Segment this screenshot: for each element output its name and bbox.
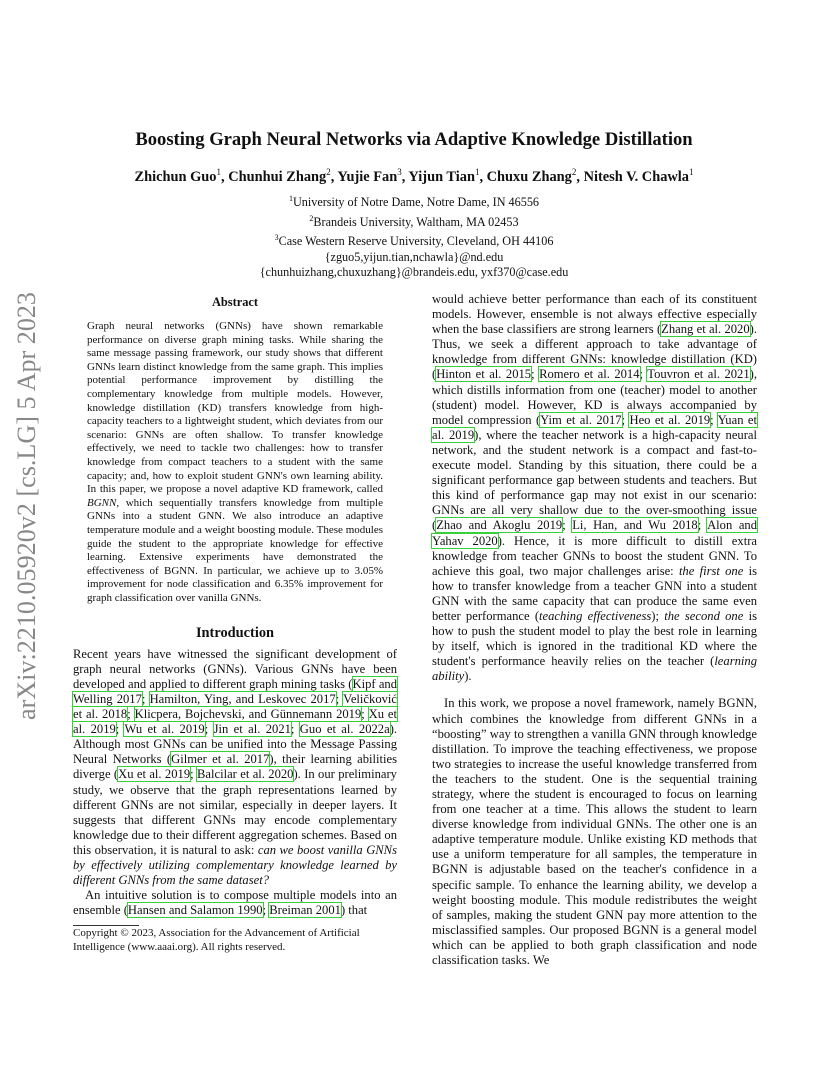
affiliation-text: Case Western Reserve University, Cleveland, OH 44106 [278, 234, 554, 249]
author-separator: , [479, 169, 487, 185]
citation-link[interactable]: Balcilar et al. 2020 [197, 767, 294, 782]
text-run: ; [361, 707, 369, 722]
text-run: ). [464, 669, 472, 684]
text-run: ; [621, 412, 630, 427]
author-separator: , [401, 169, 409, 185]
citation-link[interactable]: Zhang et al. 2020 [661, 322, 750, 337]
text-run: ; [531, 367, 540, 382]
citation-link[interactable]: Guo et al. 2022a [299, 722, 390, 737]
text-run: ). Although most GNNs can be unified into the Message Passing Neural Networks ( [73, 722, 398, 767]
footnote-rule [73, 925, 139, 926]
intro-paragraph-2 [73, 888, 397, 918]
text-run: , which sequentially transfers knowledge from multiple GNNs into a student GNN. We also introduce an adaptive temperature module and a weight boosting module. These modules guide the student to the appropriate knowledge for effective learning. Extensive experiments have demonstrated the effectiveness of BGNN. In particular, we achieve up to 3.05% improvement for node classification and 6.35% improvement for graph classification over vanilla GNNs. [87, 496, 383, 604]
author-name: Zhichun Guo [134, 169, 217, 185]
citation-link[interactable]: Hinton et al. 2015 [436, 367, 532, 382]
paper-title: Boosting Graph Neural Networks via Adaptive Knowledge Distillation [135, 129, 693, 150]
text-run: ). Hence, it is more difficult to distill extra knowledge from teacher GNNs to boost the student GNN. To achieve this goal, two major challenges arise: [432, 533, 757, 578]
text-run: ; [262, 903, 270, 918]
affiliation-line [60, 230, 768, 250]
emphasis-text: teaching effectiveness [539, 608, 652, 623]
text-run: ; [562, 518, 573, 533]
text-run: ; [127, 707, 135, 722]
text-run: ; [115, 722, 125, 737]
arxiv-id-text: arXiv:2210.05920v2 [cs.LG] 5 Apr 2023 [12, 293, 41, 720]
citation-link[interactable]: Hansen and Salamon 1990 [127, 903, 263, 918]
text-run: ; [204, 722, 214, 737]
text-run: In this work, we propose a novel framework, namely BGNN, which combines the knowledge from different GNNs in a “boosting” way to strengthen a vanilla GNN through knowledge distillation. To improve the teaching effectiveness, we propose two strategies to increase the useful knowledge transferred from the teachers to the student. One is the sequential training strategy, where the student is encouraged to focus on learning from one teacher at a time. This allows the student to learn diverse knowledge from individual GNNs. The other one is an adaptive temperature module. Unlike existing KD methods that use a uniform temperature for all samples, the temperature in BGNN is adjustable based on the teacher's confidence in a specific sample. To enhance the learning ability, we develop a weight boosting module. This module redistributes the weight of samples, making the student GNN pay more attention to the misclassified samples. Our proposed BGNN is a general model which can be applied to both graph classification and node classification tasks. We [432, 696, 757, 968]
affiliation-mark: 1 [288, 194, 293, 203]
citation-link[interactable]: Xu et al. 2019 [118, 767, 191, 782]
author-affiliation-mark: 1 [216, 167, 222, 177]
citation-link[interactable]: Zhao and Akoglu 2019 [436, 518, 563, 533]
left-column [73, 292, 397, 918]
affiliation-text: Brandeis University, Waltham, MA 02453 [313, 214, 519, 229]
email-line: {zguo5,yijun.tian,nchawla}@nd.edu [324, 249, 504, 264]
citation-link[interactable]: Wu et al. 2019 [124, 722, 205, 737]
affiliation-line [60, 211, 768, 231]
citation-link[interactable]: Gilmer et al. 2017 [171, 752, 270, 767]
author-separator: , [330, 169, 338, 185]
author-separator: , [576, 169, 584, 185]
emphasis-text: the second one [664, 608, 744, 623]
email-line: {chunhuizhang,chuxuzhang}@brandeis.edu, yxf370@case.edu [259, 265, 569, 280]
author-name: Chunhui Zhang [228, 169, 327, 185]
affiliation-mark: 3 [274, 233, 279, 243]
text-run: ; [141, 691, 150, 706]
citation-link[interactable]: Jin et al. 2021 [213, 722, 291, 737]
text-run: ), where the teacher network is a high-capacity neural network, and the student network is a compact and fast-to-execute model. Standing by this situation, there could be a significant performance gap between students and teachers. But this kind of performance gap may not exist in our scenario: GNNs are all very shallow due to the over-smoothing issue ( [432, 427, 757, 533]
citation-link[interactable]: Kipf and Welling 2017 [73, 676, 397, 706]
author-name: Yujie Fan [337, 169, 398, 185]
text-run: An intuitive solution is to compose multiple models into an ensemble ( [73, 888, 397, 918]
text-run: ; [335, 691, 344, 706]
citation-link[interactable]: Heo et al. 2019 [629, 412, 711, 427]
citation-link[interactable]: Alon and Yahav 2020 [432, 518, 757, 548]
affiliation-mark: 2 [309, 213, 314, 223]
citation-link[interactable]: Li, Han, and Wu 2018 [572, 518, 698, 533]
paper-header [60, 128, 768, 281]
copyright-footnote: Copyright © 2023, Association for the Advancement of Artificial Intelligence (www.aaai.org). All rights reserved. [73, 927, 360, 953]
text-run: ; [697, 518, 708, 533]
citation-link[interactable]: Xu et al. 2019 [73, 707, 397, 737]
text-run: ) that [340, 903, 368, 918]
author-affiliation-mark: 2 [326, 167, 331, 177]
affiliation-line [60, 191, 768, 211]
citation-link[interactable]: Yim et al. 2017 [540, 412, 622, 427]
author-name: Yijun Tian [408, 169, 475, 185]
citation-link[interactable]: Veličković et al. 2018 [73, 691, 397, 722]
right-column [432, 292, 757, 968]
text-run: Recent years have witnessed the significant development of graph neural networks (GNNs). Various GNNs have been developed and applied to different graph mining tasks ( [73, 646, 397, 691]
author-list [60, 162, 768, 187]
abstract-heading: Abstract [211, 295, 259, 309]
citation-link[interactable]: Breiman 2001 [269, 903, 341, 918]
emphasis-text: learning ability [432, 654, 757, 684]
author-name: Chuxu Zhang [486, 169, 572, 185]
text-run: ). In our preliminary study, we observe that the graph representations learned by different GNNs are not similar, especially in deeper layers. It suggests that different GNNs may encode complementary knowledge due to their different aggregation schemes. Based on this observation, it is natural to ask: [73, 767, 397, 857]
text-run: ; [290, 722, 300, 737]
right-paragraph-2 [432, 696, 757, 968]
arxiv-identifier-stamp [8, 292, 44, 720]
right-paragraph-1 [432, 292, 757, 684]
text-run: ). Thus, we seek a different approach to take advantage of knowledge from different GNNs: knowledge distillation (KD) ( [432, 322, 757, 382]
text-run: ; [710, 412, 718, 427]
text-run: ), their learning abilities diverge ( [73, 752, 397, 782]
text-run: ; [190, 767, 197, 782]
intro-paragraph-1 [73, 647, 397, 889]
citation-link[interactable]: Romero et al. 2014 [539, 367, 640, 382]
introduction-heading: Introduction [195, 624, 275, 641]
author-name: Nitesh V. Chawla [583, 169, 689, 185]
author-affiliation-mark: 2 [571, 167, 577, 177]
text-run: ), which distills information from one (teacher) model to another (student) model. However, KD is always accompanied by model compression ( [432, 367, 757, 427]
author-affiliation-mark: 3 [397, 167, 402, 177]
abstract-text [87, 320, 383, 605]
author-affiliation-mark: 1 [688, 167, 694, 177]
affiliation-text: University of Notre Dame, Notre Dame, IN 46556 [292, 195, 540, 209]
author-separator: , [221, 169, 229, 185]
text-run: is how to transfer knowledge from a teacher GNN into a student GNN with the same capacity that can produce the same even better performance ( [432, 563, 757, 623]
author-affiliation-mark: 1 [474, 167, 480, 177]
emphasis-text: BGNN [87, 496, 117, 509]
emphasis-text: the first one [678, 563, 744, 578]
affiliation-list [60, 191, 768, 281]
text-run: ); [651, 608, 665, 623]
citation-link[interactable]: Klicpera, Bojchevski, and Günnemann 2019 [134, 707, 362, 722]
text-run: would achieve better performance than each of its constituent models. However, ensemble is not always effective especially when the base classifiers are strong learners ( [432, 292, 757, 337]
emphasis-text: can we boost vanilla GNNs by effectively utilizing complementary knowledge learned by different GNNs from the same dataset? [73, 842, 397, 888]
text-run: Graph neural networks (GNNs) have shown remarkable performance on diverse graph mining tasks. While sharing the same message passing framework, our study shows that different GNNs learn distinct knowledge from the same graph. This implies potential performance improvement by distilling the complementary knowledge from multiple models. However, knowledge distillation (KD) transfers knowledge from high-capacity teachers to a lightweight student, which deviates from our scenario: GNNs are often shallow. To transfer knowledge effectively, we need to tackle two challenges: how to transfer knowledge from compact teachers to a student with the same capacity; and, how to exploit student GNN's own learning ability. In this paper, we propose a novel adaptive KD framework, called [87, 320, 383, 496]
citation-link[interactable]: Hamilton, Ying, and Leskovec 2017 [149, 691, 336, 706]
citation-link[interactable]: Yuan et al. 2019 [432, 412, 757, 442]
text-run: is how to push the student model to play the best role in learning by itself, which is ignored in the traditional KD where the student's performance heavily relies on the teacher ( [432, 608, 757, 669]
text-run: ; [639, 367, 648, 382]
citation-link[interactable]: Touvron et al. 2021 [647, 367, 750, 382]
